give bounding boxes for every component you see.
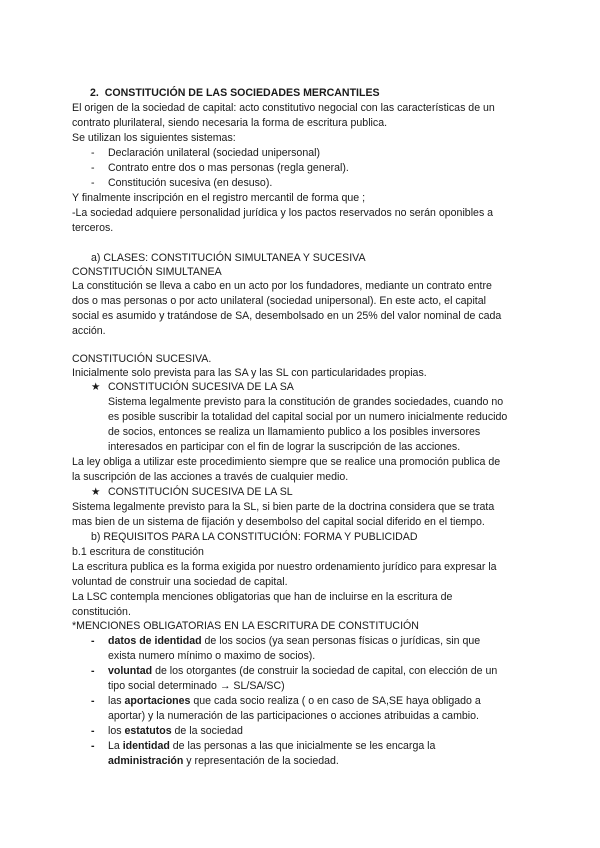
mencion-text: que cada socio realiza ( o en caso de SA,SE haya obligado a [190,695,481,707]
mencion-bold: aportaciones [124,695,191,707]
mencion-item [108,694,528,708]
ley-line: la suscripción de las acciones a través de cualquier medio. [72,471,349,483]
section-number: 2. [90,87,99,99]
mencion-bold: estatutos [124,725,172,737]
mencion-bold: administración [108,755,184,767]
inscription-line: Y finalmente inscripción en el registro mercantil de forma que ; [72,192,366,204]
star-icon: ★ [91,486,101,498]
simultanea-heading: CONSTITUCIÓN SIMULTANEA [72,266,222,278]
simultanea-line: La constitución se lleva a cabo en un acto por los fundadores, mediante un contrato entre [72,280,492,292]
star-icon: ★ [91,381,101,393]
simultanea-line: social es asumido y tratándose de SA, desembolsado en un 25% del valor nominal de cada [72,310,502,322]
system-item: Contrato entre dos o mas personas (regla general). [108,162,349,174]
bullet-dash: - [91,740,95,752]
mencion-bold: datos de identidad [108,635,202,647]
sucesiva-intro: Inicialmente solo prevista para las SA y las SL con particularidades propias. [72,367,427,379]
menciones-heading: *MENCIONES OBLIGATORIAS EN LA ESCRITURA DE CONSTITUCIÓN [72,620,419,632]
mencion-text: y representación de la sociedad. [183,755,339,767]
mencion-item [108,664,528,678]
mencion-text: de las personas a las que inicialmente se les encarga la [169,740,436,752]
escritura-line: constitución. [72,606,131,618]
sucesiva-sl-line: Sistema legalmente previsto para la SL, si bien parte de la doctrina considera que se trata [72,501,495,513]
mencion-text: La [108,740,123,752]
sucesiva-sl-heading: CONSTITUCIÓN SUCESIVA DE LA SL [108,486,293,498]
bullet-dash: - [91,695,95,707]
inscription-line: terceros. [72,222,114,234]
system-item: Declaración unilateral (sociedad unipersonal) [108,147,320,159]
ley-line: La ley obliga a utilizar este procedimiento siempre que se realice una promoción publica de [72,456,501,468]
sucesiva-sa-line: de socios, entonces se realiza un llamamiento publico a los posibles inversores [108,426,481,438]
mencion-bold: voluntad [108,665,153,677]
escritura-line: La LSC contempla menciones obligatorias que han de incluirse en la escritura de [72,591,453,603]
bullet-dash: - [91,177,95,189]
b1-heading: b.1 escritura de constitución [72,546,204,558]
mencion-line [108,754,528,768]
sucesiva-heading: CONSTITUCIÓN SUCESIVA. [72,353,212,365]
intro-line: contrato plurilateral, siendo necesaria la forma de escritura publica. [72,117,388,129]
intro-line: El origen de la sociedad de capital: acto constitutivo negocial con las características de un [72,102,495,114]
bullet-dash: - [91,725,95,737]
sucesiva-sa-heading: CONSTITUCIÓN SUCESIVA DE LA SA [108,381,294,393]
mencion-text: de los otorgantes (de construir la sociedad de capital, con elección de un [152,665,498,677]
sucesiva-sl-line: mas bien de un sistema de fijación y desembolso del capital social diferido en el tiempo. [72,516,485,528]
bullet-dash: - [91,665,95,677]
subsection-a-heading: a) CLASES: CONSTITUCIÓN SIMULTANEA Y SUCESIVA [91,252,366,264]
mencion-text: de los socios (ya sean personas físicas o jurídicas, sin que [201,635,481,647]
escritura-line: voluntad de construir una sociedad de capital. [72,576,288,588]
sucesiva-sa-line: Sistema legalmente previsto para la constitución de grandes sociedades, cuando no [108,396,504,408]
bullet-dash: - [91,635,95,647]
mencion-text: los [108,725,125,737]
mencion-text: las [108,695,125,707]
subsection-b-heading: b) REQUISITOS PARA LA CONSTITUCIÓN: FORMA Y PUBLICIDAD [91,531,418,543]
section-title [90,86,550,100]
system-item: Constitución sucesiva (en desuso). [108,177,273,189]
inscription-line: -La sociedad adquiere personalidad jurídica y los pactos reservados no serán oponibles a [72,207,494,219]
simultanea-line: dos o mas personas o por acto unilateral (sociedad unipersonal). En este acto, el capital [72,295,486,307]
sucesiva-sa-line: interesados en participar con el fin de lograr la suscripción de las acciones. [108,441,461,453]
mencion-line: exista numero mínimo o maximo de socios). [108,650,316,662]
mencion-item [108,724,528,738]
mencion-bold: identidad [122,740,170,752]
mencion-item [108,634,528,648]
bullet-dash: - [91,162,95,174]
simultanea-line: acción. [72,325,106,337]
mencion-line: aportar) y la numeración de las participaciones o acciones atribuidas a cambio. [108,710,479,722]
section-title-text: CONSTITUCIÓN DE LAS SOCIEDADES MERCANTILES [104,87,380,99]
mencion-text: de la sociedad [171,725,243,737]
mencion-item [108,739,528,753]
escritura-line: La escritura publica es la forma exigida por nuestro ordenamiento jurídico para expresar la [72,561,497,573]
sucesiva-sa-line: es posible suscribir la totalidad del capital social por un numero inicialmente reducido [108,411,508,423]
mencion-line: tipo social determinado → SL/SA/SC) [108,680,285,692]
intro-line: Se utilizan los siguientes sistemas: [72,132,236,144]
bullet-dash: - [91,147,95,159]
